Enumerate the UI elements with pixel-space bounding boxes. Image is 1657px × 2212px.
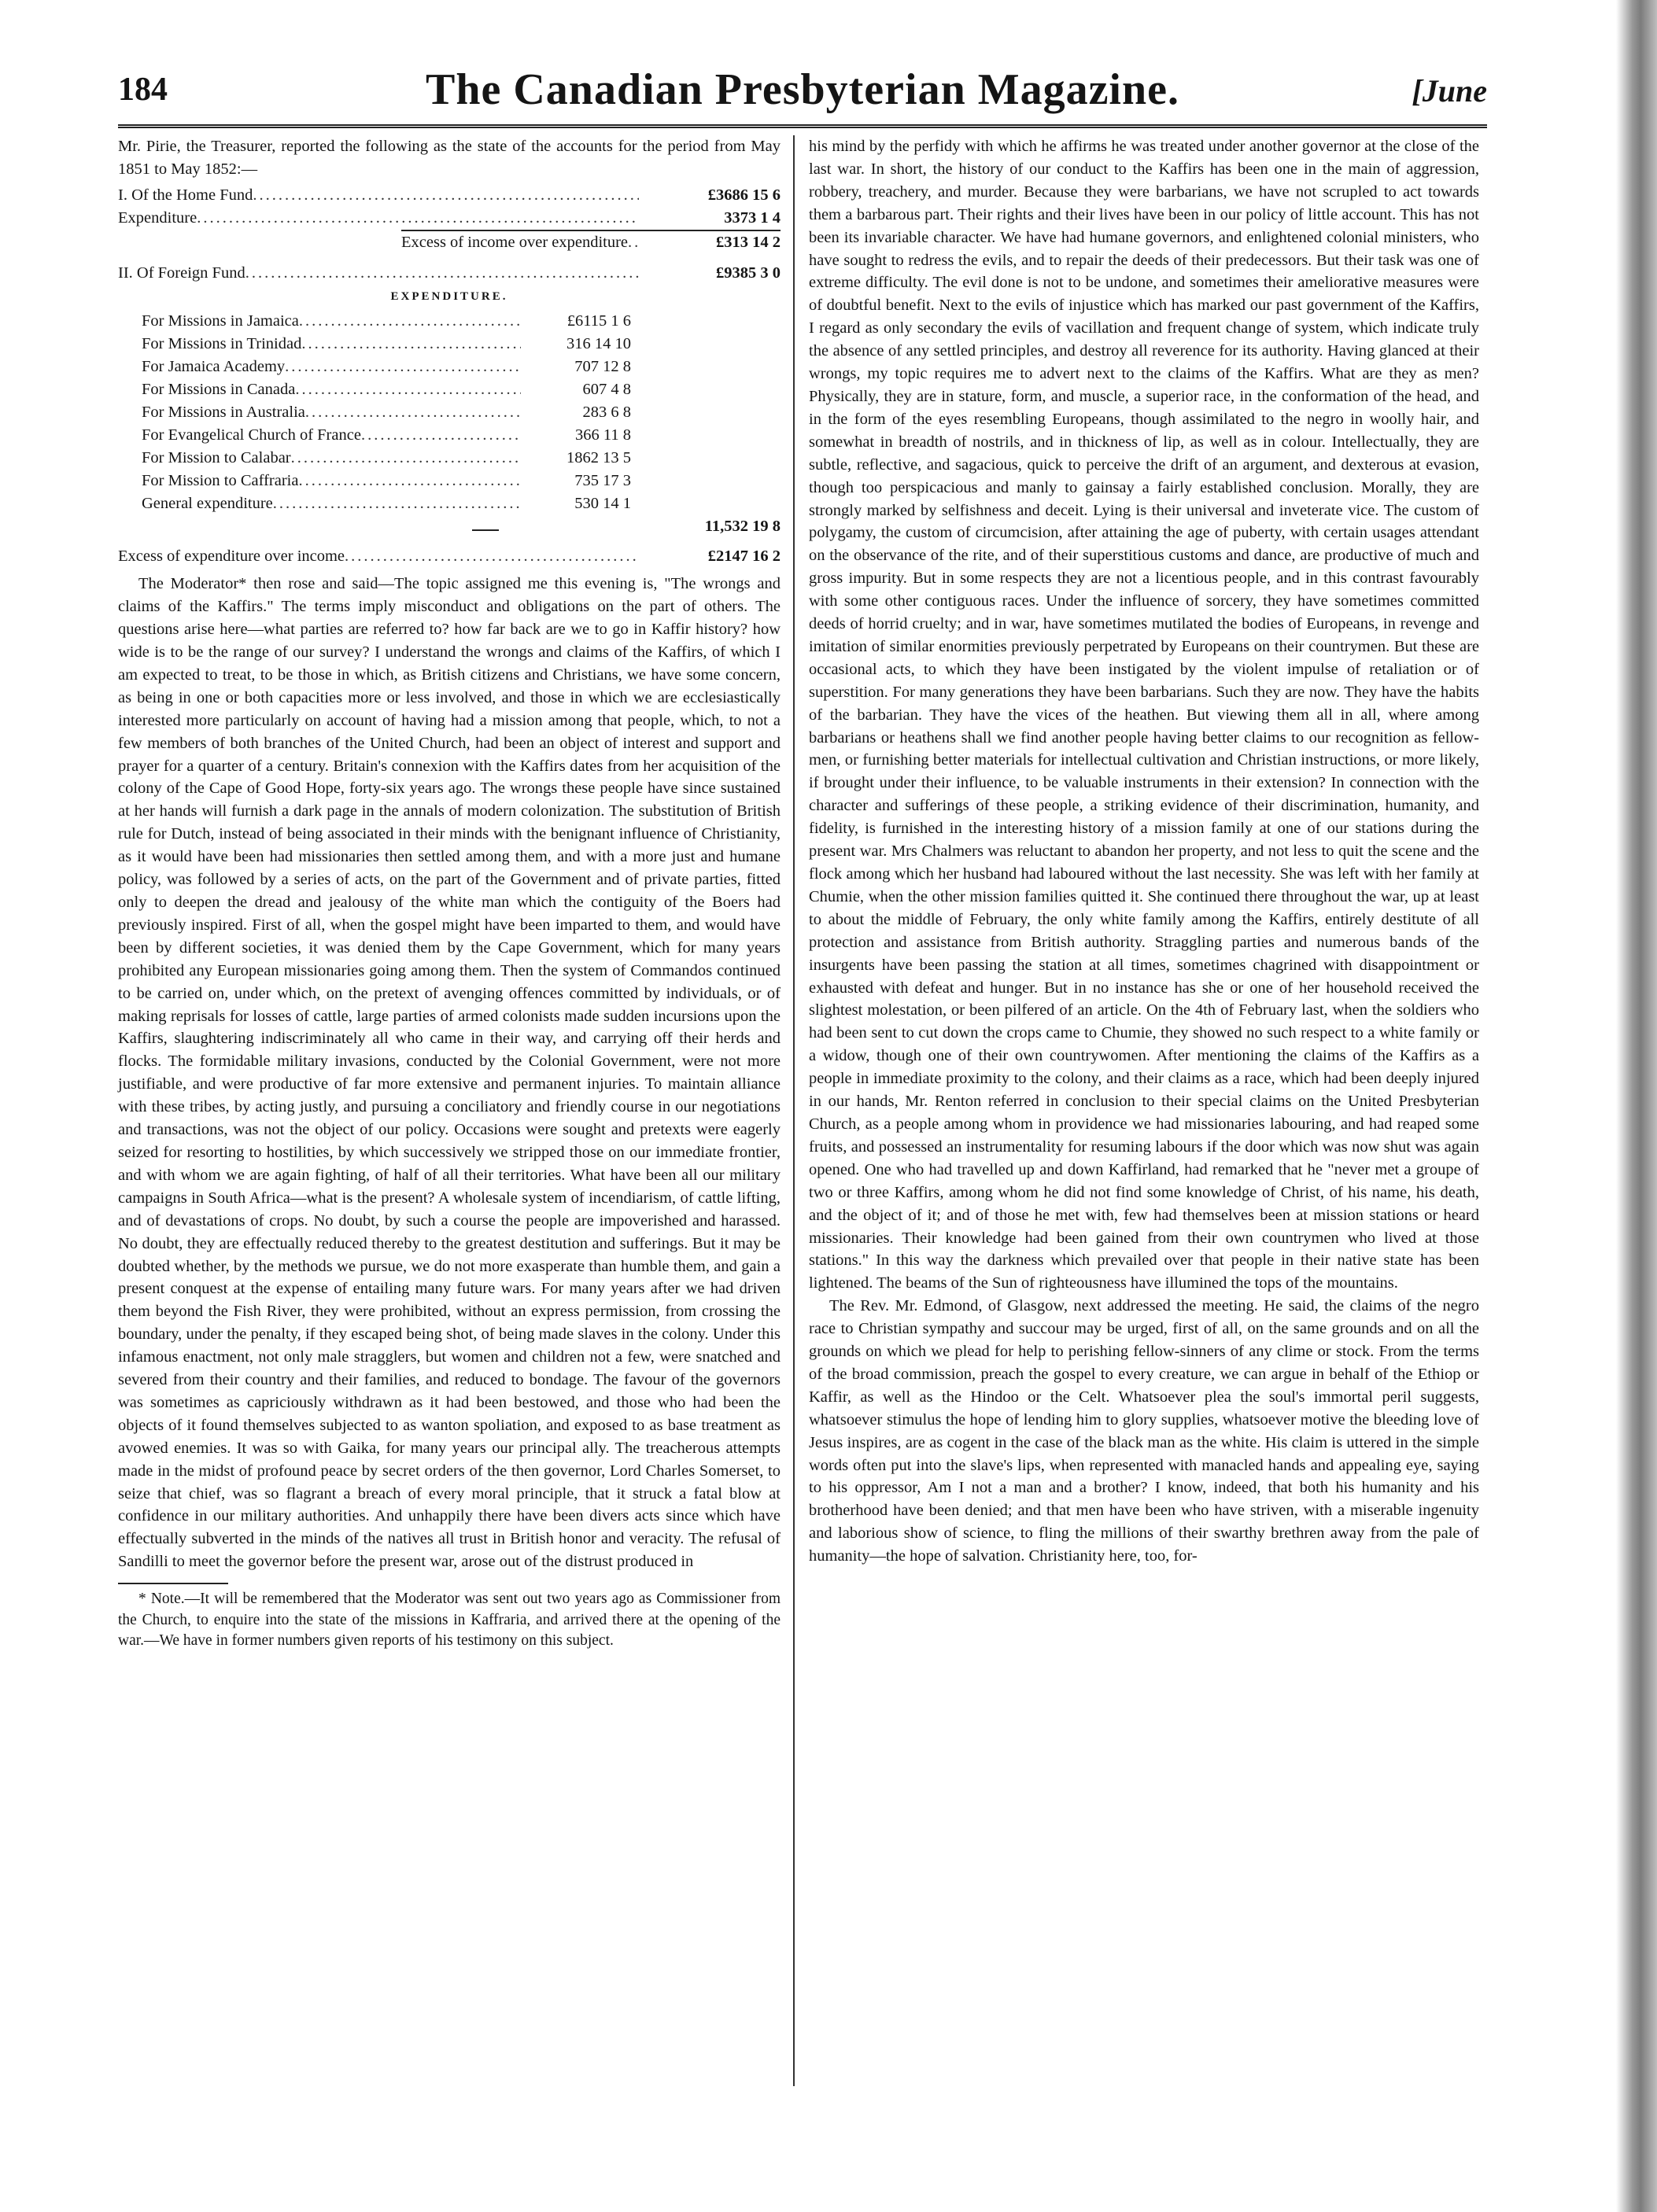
footnote: * Note.—It will be remembered that the Moderator was sent out two years ago as Commissioner from the Church, to enquire into the state of the missions in Kaffraria, and arrived there at the opening of the war.—We have in former numbers given reports of his testimony on this subject. <box>118 1591 781 1650</box>
footnote-rule <box>118 1583 228 1584</box>
expenditure-item: For Evangelical Church of France ..... 366 11 8 <box>118 424 781 447</box>
magazine-title: The Canadian Presbyterian Magazine. <box>426 65 1179 114</box>
excess-expenditure-label: Excess of expenditure over income <box>118 547 345 566</box>
column-divider <box>793 135 795 2086</box>
header-rule <box>118 124 1487 128</box>
edmond-address: The Rev. Mr. Edmond, of Glasgow, next addressed the meeting. He said, the claims of the negro race to Christian sympathy and succour may be urged, first of all, on the same grounds and on all the grounds on which we plead for help to perishing fellow-sinners of any clime or stock. From the terms of the broad commission, preach the gospel to every creature, we can argue in behalf of the Ethiop or Kaffir, as well as the Hindoo or the Celt. Whatsoever plea the soul's immortal peril suggests, whatsoever stimulus the hope of lending him to glory supplies, whatsoever motive the bleeding love of Jesus inspires, are as cogent in the case of the black man as the white. His claim is uttered in the simple words often put into the slave's lips, when represented with manacled hands and appealing eye, saying to his oppressor, Am I not a man and a brother? I know, indeed, that both his humanity and his brotherhood have been denied; and that men have been who have striven, with a miserable ingenuity and laborious show of science, to fling the millions of their swarthy brethren away from the pale of humanity—the hope of salvation. Christianity here, too, for- <box>809 1297 1479 1565</box>
home-fund-row <box>118 184 781 207</box>
treasurer-report-intro: Mr. Pirie, the Treasurer, reported the following as the state of the accounts for the period from May 1851 to May 1852:— <box>118 138 781 178</box>
expenditure-item: For Jamaica Academy ..... 707 12 8 <box>118 356 781 378</box>
expenditure-label: Expenditure <box>118 208 197 227</box>
excess-income-label: Excess of income over expenditure <box>401 233 629 251</box>
excess-income-amount: £313 14 2 <box>716 233 781 251</box>
foreign-fund-label: II. Of Foreign Fund <box>118 264 245 282</box>
home-fund-label: I. Of the Home Fund <box>118 186 253 204</box>
right-column <box>809 135 1479 1568</box>
excess-income-row <box>401 230 781 254</box>
excess-expenditure-row <box>118 545 781 568</box>
foreign-fund-amount: £9385 3 0 <box>716 264 781 282</box>
expenditure-item: For Missions in Canada ..... 607 4 8 <box>118 378 781 401</box>
accounts-table <box>118 184 781 569</box>
expenditure-heading: EXPENDITURE. <box>390 290 508 304</box>
home-fund-amount: £3686 15 6 <box>707 186 781 204</box>
excess-expenditure-amount: £2147 16 2 <box>707 547 781 566</box>
page-number: 184 <box>118 72 168 108</box>
expenditure-amount: 3373 1 4 <box>724 208 781 227</box>
expenditure-item: For Mission to Calabar ..... 1862 13 5 <box>118 447 781 470</box>
expenditure-item: General expenditure ..... 530 14 1 <box>118 492 781 515</box>
expenditure-item: For Missions in Australia ..... 283 6 8 <box>118 401 781 424</box>
left-column <box>118 135 781 1652</box>
expenditure-total-row <box>118 515 781 538</box>
page-header <box>118 65 1487 120</box>
foreign-fund-row <box>118 262 781 285</box>
expenditure-item: For Missions in Trinidad ..... 316 14 10 <box>118 333 781 356</box>
expenditure-item: For Missions in Jamaica ..... £6115 1 6 <box>118 310 781 333</box>
issue-month: [June <box>1412 73 1487 109</box>
expenditure-row <box>118 207 781 230</box>
scan-margin-edge <box>1616 0 1657 2212</box>
expenditure-total: 11,532 19 8 <box>704 517 781 535</box>
moderator-address: The Moderator* then rose and said—The topic assigned me this evening is, "The wrongs and claims of the Kaffirs." The terms imply misconduct and obligations on the part of others. The questions arise here—what parties are referred to? how far back are we to go in Kaffir history? how wide is to be the range of our survey? I understand the wrongs and claims of the Kaffirs, of which I am expected to treat, to be those in which, as British citizens and Christians, we have some concern, as being in one or both capacities more or less involved, and those in which we are ecclesiastically interested more particularly on account of having had a mission among that people, which, to not a few members of both branches of the United Church, had been an object of interest and support and prayer for a quarter of a century. Britain's connexion with the Kaffirs dates from her acquisition of the colony of the Cape of Good Hope, forty-six years ago. The wrongs these people have since sustained at her hands will furnish a dark page in the annals of modern colonization. The substitution of British rule for Dutch, instead of being associated in their minds with the benignant influence of Christianity, as it would have been had missionaries then settled among them, and with a more just and humane policy, was followed by a series of acts, on the part of the Government and of private parties, fitted only to deepen the dread and jealousy of the white man which the contiguity of the Boers had previously inspired. First of all, when the gospel might have been imparted to them, and would have been by different societies, it was denied them by the Cape Government, which for many years prohibited any European missionaries going among them. Then the system of Commandos continued to be carried on, under which, on the pretext of avenging offences committed by individuals, or of making reprisals for losses of cattle, large parties of armed colonists made sudden incursions upon the Kaffirs, slaughtering indiscriminately all who came in their way, and carrying off their herds and flocks. The formidable military invasions, conducted by the Colonial Government, were not more justifiable, and were productive of far more extensive and permanent injuries. To maintain alliance with these tribes, by acting justly, and pursuing a conciliatory and friendly course in our negotiations and transactions, was not the object of our policy. Occasions were sought and pretexts were eagerly seized for resorting to hostilities, by which successively we stripped those on our immediate frontier, and with whom we are again fighting, of half of all their territories. What have been all our military campaigns in South Africa—what is the present? A wholesale system of incendiarism, of cattle lifting, and of devastations of crops. No doubt, by such a course the people are impoverished and harassed. No doubt, they are effectually reduced thereby to the greatest destitution and sufferings. But it may be doubted whether, by the methods we pursue, we do not more exasperate than humble them, and gain a present conquest at the expense of entailing many future wars. For many years after we had driven them beyond the Fish River, they were prohibited, without an express permission, from crossing the boundary, under the penalty, if they escaped being shot, of being made slaves in the colony. Under this infamous enactment, not only male stragglers, but women and children not a few, were snatched and severed from their country and their families, and reduced to bondage. The favour of the governors was sometimes as capriciously withdrawn as it had been bestowed, and those who had been the objects of it found themselves subjected to as wanton spoliation, and exposed to as base treatment as avowed enemies. It was so with Gaika, for many years our principal ally. The treacherous attempts made in the midst of profound peace by secret orders of the then governor, Lord Charles Somerset, to seize that chief, was so flagrant a breach of every moral principle, that it struck a fatal blow at confidence in our military authorities. And unhappily there have been divers acts since which have effectually subverted in the minds of the natives all trust in British honor and veracity. The refusal of Sandilli to meet the governor before the present war, arose out of the distrust produced in <box>118 575 781 1571</box>
moderator-address-continued: his mind by the perfidy with which he affirms he was treated under another governor at the close of the last war. In short, the history of our conduct to the Kaffirs has been one in the main of aggression, robbery, treachery, and murder. Because they were barbarians, we have not scrupled to act towards them a barbarous part. Their rights and their lives have been in our policy of little account. This has not been its invariable character. We have had humane governors, and enlightened colonial ministers, who have sought to redress the evils, and to repair the deeds of their predecessors. But their task was one of extreme difficulty. The evil done is not to be undone, and sometimes their ameliorative measures were of doubtful benefit. Next to the evils of injustice which has marked our past government of the Kaffirs, I regard as only secondary the evils of vacillation and frequent change of system, which indicate truly the absence of any settled principles, and destroy all reverence for its authority. Having glanced at their wrongs, my topic requires me to advert next to the claims of the Kaffirs. What are they as men? Physically, they are in stature, form, and muscle, a superior race, in the conformation of the head, and in the form of the eyes resembling Europeans, though assimilated to the negro in woolly hair, and somewhat in breadth of nostrils, and in thickness of lip, as well as in colour. Intellectually, they are subtle, reflective, and sagacious, quick to perceive the drift of an argument, and dexterous at evasion, though too perspicacious and manly to gainsay a fairly established conclusion. Morally, they are strongly marked by selfishness and deceit. Lying is their universal and inveterate vice. The custom of polygamy, the custom of circumcision, after attaining the age of puberty, with certain usages attendant on the observance of the rite, and of their superstitious customs and dance, are productive of much and gross impurity. But in some respects they are not a licentious people, and in this contrast favourably with some other contiguous races. Under the influence of sorcery, they have sometimes committed deeds of horrid cruelty; and in war, have sometimes mutilated the bodies of Europeans, in revenge and imitation of similar enormities previously perpetrated by Europeans on their countrymen. But these are occasional acts, to which they have been instigated by the violent impulse of retaliation or of superstition. For many generations they have been barbarians. Such they are now. They have the habits of the barbarian. They have the vices of the heathen. But viewing them all in all, where among barbarians or heathens shall we find another people having better claims to our recognition as fellow-men, or furnishing better materials for intellectual cultivation and Christian instructions, or more likely, if brought under their influence, to be valuable instruments in their extension? In connection with the character and sufferings of these people, a striking evidence of their discrimination, humanity, and fidelity, is furnished in the interesting history of a mission family at one of our stations during the present war. Mrs Chalmers was reluctant to abandon her property, and not less to quit the scene and the flock among which her husband had laboured without the last necessity. She was left with her family at Chumie, when the other mission families quitted it. She continued there throughout the war, up at least to about the middle of February, the only white family among the Kaffirs, entirely destitute of all protection and assistance from British authority. Straggling parties and numerous bands of the insurgents have been passing the station at all times, sometimes chagrined with disappointment or exhausted with defeat and hunger. But in no instance has she or one of her household received the slightest molestation, or been pilfered of an article. On the 4th of February last, when the soldiers who had been sent to cut down the crops came to Chumie, they showed no such respect to a white family or a widow, though one of their own countrywomen. After mentioning the claims of the Kaffirs as a people in immediate proximity to the colony, and their claims as a race, which had been deeply injured in our hands, Mr. Renton referred in conclusion to their special claims on the United Presbyterian Church, as a people among whom in providence we had missionaries labouring, and had reaped some fruits, and possessed an instrumentality for resuming labours if the door which was now shut was again opened. One who had travelled up and down Kaffirland, had remarked that he "never met a groupe of two or three Kaffirs, among whom he did not find some knowledge of Christ, of his name, his death, and the object of it; and of those he met with, few had themselves been at mission stations or heard missionaries. Their knowledge had been gained from their own countrymen who lived at those stations." In this way the darkness which prevailed over that people in their native state has been lightened. The beams of the Sun of righteousness have illumined the tops of the mountains. <box>809 138 1479 1292</box>
expenditure-item: For Mission to Caffraria ..... 735 17 3 <box>118 470 781 492</box>
